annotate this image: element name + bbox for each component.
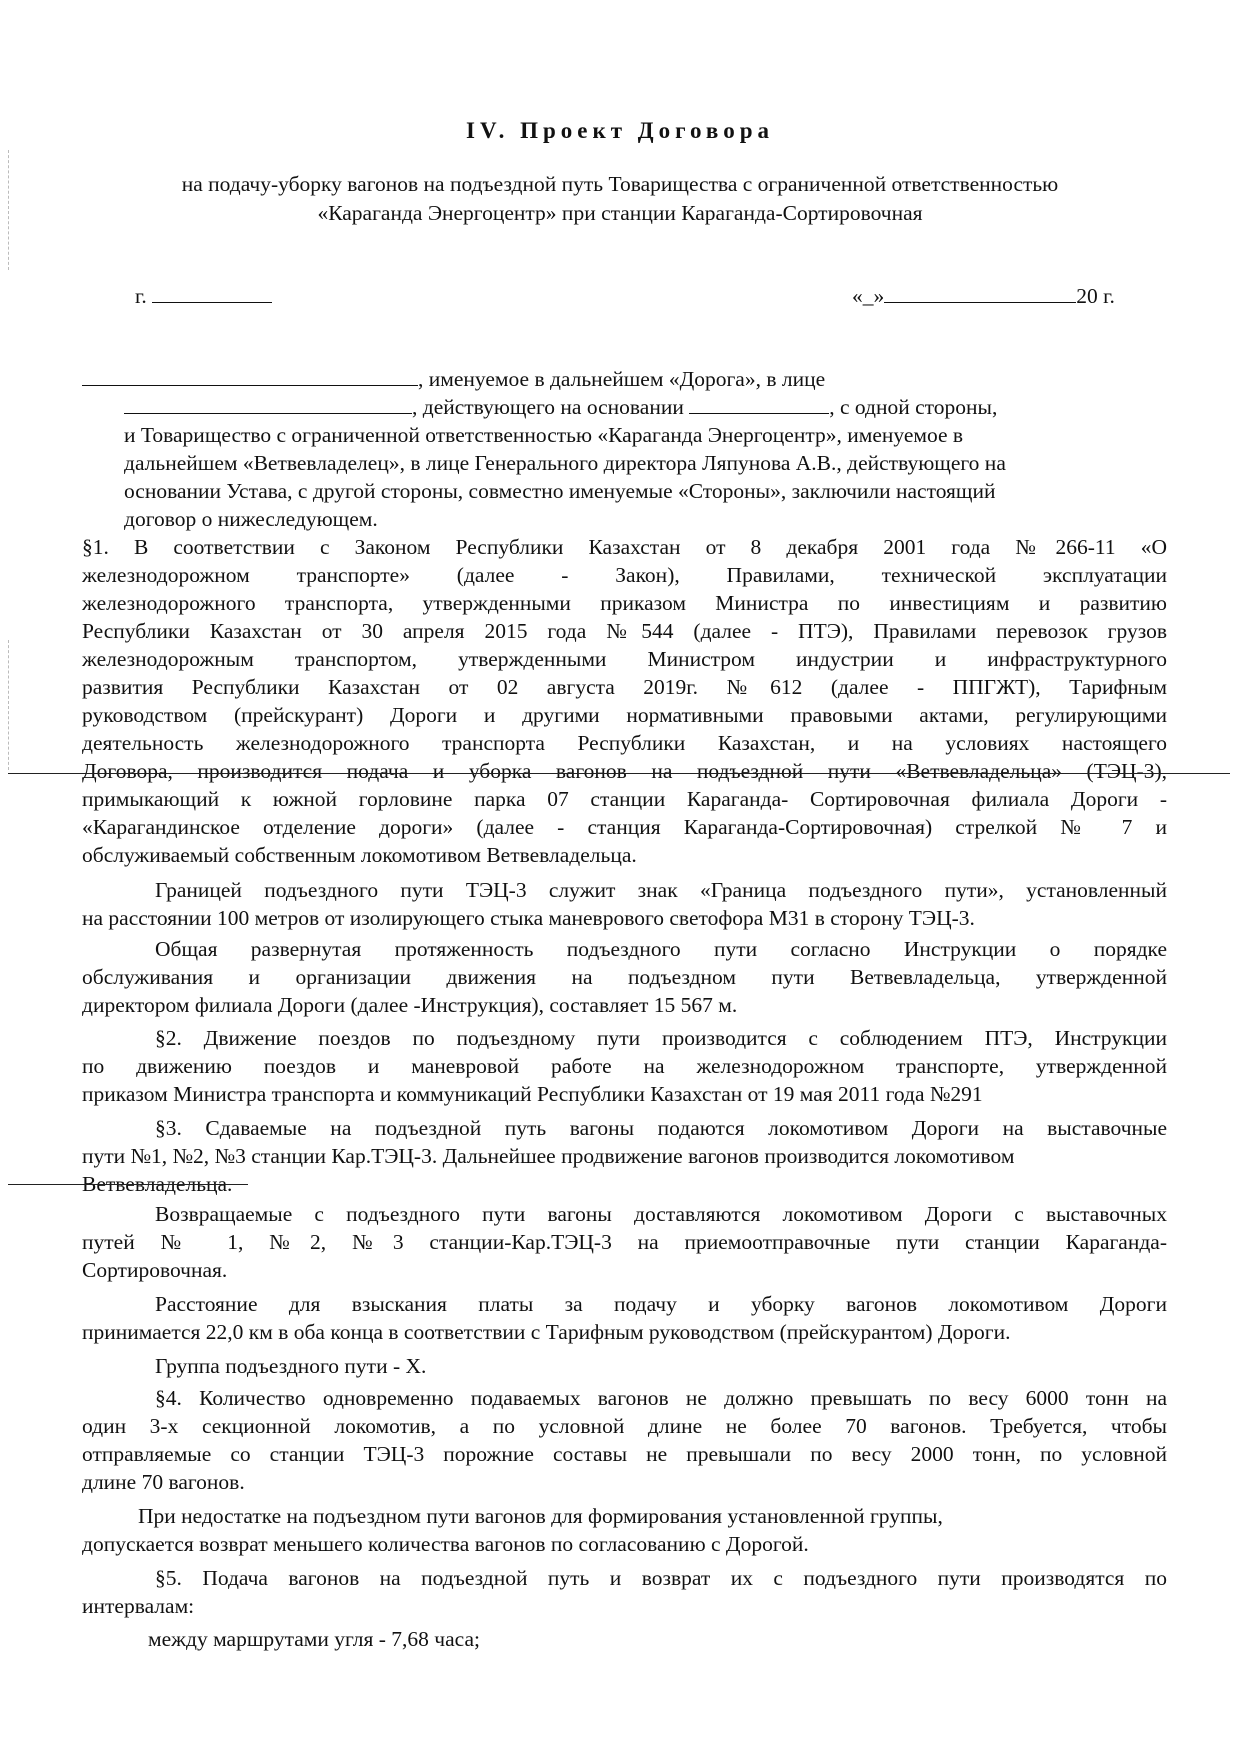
shortage-line: допускается возврат меньшего количества вагонов по согласованию с Дорогой. xyxy=(82,1532,809,1556)
section-2-line: по движению поездов и маневровой работе на железнодорожном транспорте, утвержденной xyxy=(82,1054,1167,1078)
section-2-line: приказом Министра транспорта и коммуникаций Республики Казахстан от 19 мая 2011 года №291 xyxy=(82,1082,983,1106)
intro-line: и Товарищество с ограниченной ответственностью «Караганда Энергоцентр», именуемое в xyxy=(124,423,964,447)
section-5-line: §5. Подача вагонов на подъездной путь и возврат их с подъездного пути производятся по xyxy=(155,1566,1167,1590)
section-1-line: железнодорожном транспорте» (далее - Закон), Правилами, технической эксплуатации xyxy=(82,563,1167,587)
length-line: директором филиала Дороги (далее -Инструкция), составляет 15 567 м. xyxy=(82,993,738,1017)
intro-line xyxy=(124,393,997,421)
date-field xyxy=(852,282,1115,310)
document-subtitle xyxy=(100,170,1140,228)
date-day-label: «_» xyxy=(852,284,885,308)
intro-text: , именуемое в дальнейшем «Дорога», в лице xyxy=(418,367,826,391)
section-4-line: §4. Количество одновременно подаваемых вагонов не должно превышать по весу 6000 тонн на xyxy=(155,1386,1167,1410)
length-line: обслуживания и организации движения на подъездном пути Ветвевладельца, утвержденной xyxy=(82,965,1167,989)
boundary-line: Границей подъездного пути ТЭЦ-3 служит знак «Граница подъездного пути», установленный xyxy=(155,878,1167,902)
date-year-label: 20 г. xyxy=(1076,284,1115,308)
shortage-line: При недостатке на подъездном пути вагонов для формирования установленной группы, xyxy=(138,1504,943,1528)
distance-line: принимается 22,0 км в оба конца в соответствии с Тарифным руководством (прейскурантом) Дороги. xyxy=(82,1320,1011,1344)
section-1-struck-line: Договора, производится подача и уборка вагонов на подъездной пути «Ветвевладельца» (ТЭЦ-3), xyxy=(82,759,1167,783)
intro-line xyxy=(82,365,825,393)
scan-margin-mark xyxy=(8,150,11,270)
city-blank[interactable] xyxy=(152,282,272,303)
section-4-line: длине 70 вагонов. xyxy=(82,1470,245,1494)
intro-line: основании Устава, с другой стороны, совместно именуемые «Стороны», заключили настоящий xyxy=(124,479,996,503)
length-line: Общая развернутая протяженность подъездного пути согласно Инструкции о порядке xyxy=(155,937,1167,961)
boundary-line: на расстоянии 100 метров от изолирующего стыка маневрового светофора М31 в сторону ТЭЦ-3. xyxy=(82,906,975,930)
city-field xyxy=(135,282,272,310)
section-5-line: между маршрутами угля - 7,68 часа; xyxy=(148,1627,480,1651)
section-1-line: Республики Казахстан от 30 апреля 2015 года №544 (далее - ПТЭ), Правилами перевозок грузов xyxy=(82,619,1167,643)
subtitle-line: на подачу-уборку вагонов на подъездной путь Товарищества с ограниченной ответственностью xyxy=(181,172,1059,196)
intro-line: договор о нижеследующем. xyxy=(124,507,378,531)
section-1-line: железнодорожным транспортом, утвержденными Министром индустрии и инфраструктурного xyxy=(82,647,1167,671)
scan-margin-mark xyxy=(8,640,11,770)
road-name-blank[interactable] xyxy=(82,365,418,386)
return-line: Возвращаемые с подъездного пути вагоны доставляются локомотивом Дороги с выставочных xyxy=(155,1202,1167,1226)
section-3-struck-line: Ветвевладельца. xyxy=(82,1172,233,1196)
date-blank[interactable] xyxy=(884,282,1076,303)
representative-blank[interactable] xyxy=(124,393,412,414)
section-1-line: примыкающий к южной горловине парка 07 станции Караганда- Сортировочная филиала Дороги - xyxy=(82,787,1167,811)
strikethrough-line xyxy=(8,1184,248,1185)
section-4-line: один 3-х секционной локомотив, а по условной длине не более 70 вагонов. Требуется, чтобы xyxy=(82,1414,1167,1438)
intro-line: дальнейшем «Ветвевладелец», в лице Генерального директора Ляпунова А.В., действующего на xyxy=(124,451,1006,475)
section-1-line: развития Республики Казахстан от 02 августа 2019г. №612 (далее - ППГЖТ), Тарифным xyxy=(82,675,1167,699)
section-5-line: интервалам: xyxy=(82,1594,195,1618)
intro-text: , действующего на основании xyxy=(412,395,684,419)
section-1-line: обслуживаемый собственным локомотивом Ветвевладельца. xyxy=(82,843,637,867)
intro-text: , с одной стороны, xyxy=(829,395,998,419)
strikethrough-line xyxy=(8,773,1230,774)
section-1-line: деятельность железнодорожного транспорта Республики Казахстан, и на условиях настоящего xyxy=(82,731,1167,755)
document-title: IV. Проект Договора xyxy=(466,118,774,143)
city-label: г. xyxy=(135,284,147,308)
section-1-line: «Карагандинское отделение дороги» (далее - станция Караганда-Сортировочная) стрелкой № 7 и xyxy=(82,815,1167,839)
group-line: Группа подъездного пути - X. xyxy=(155,1354,427,1378)
section-2-line: §2. Движение поездов по подъездному пути производится с соблюдением ПТЭ, Инструкции xyxy=(155,1026,1167,1050)
return-line: Сортировочная. xyxy=(82,1258,228,1282)
basis-blank[interactable] xyxy=(689,393,829,414)
section-4-line: отправляемые со станции ТЭЦ-3 порожние составы не превышали по весу 2000 тонн, по условной xyxy=(82,1442,1167,1466)
section-1-line: железнодорожного транспорта, утвержденными приказом Министра по инвестициям и развитию xyxy=(82,591,1167,615)
distance-line: Расстояние для взыскания платы за подачу и уборку вагонов локомотивом Дороги xyxy=(155,1292,1167,1316)
subtitle-line: «Караганда Энергоцентр» при станции Караганда-Сортировочная xyxy=(317,201,923,225)
section-1-line: руководством (прейскурант) Дороги и другими нормативными правовыми актами, регулирующими xyxy=(82,703,1167,727)
section-3-line: пути №1, №2, №3 станции Кар.ТЭЦ-3. Дальнейшее продвижение вагонов производится локомотивом xyxy=(82,1144,1015,1168)
section-3-line: §3. Сдаваемые на подъездной путь вагоны подаются локомотивом Дороги на выставочные xyxy=(155,1116,1167,1140)
section-1-line: §1. В соответствии с Законом Республики Казахстан от 8 декабря 2001 года №266-11 «О xyxy=(82,535,1167,559)
return-line: путей № 1, №2, №3 станции-Кар.ТЭЦ-3 на приемоотправочные пути станции Караганда- xyxy=(82,1230,1167,1254)
